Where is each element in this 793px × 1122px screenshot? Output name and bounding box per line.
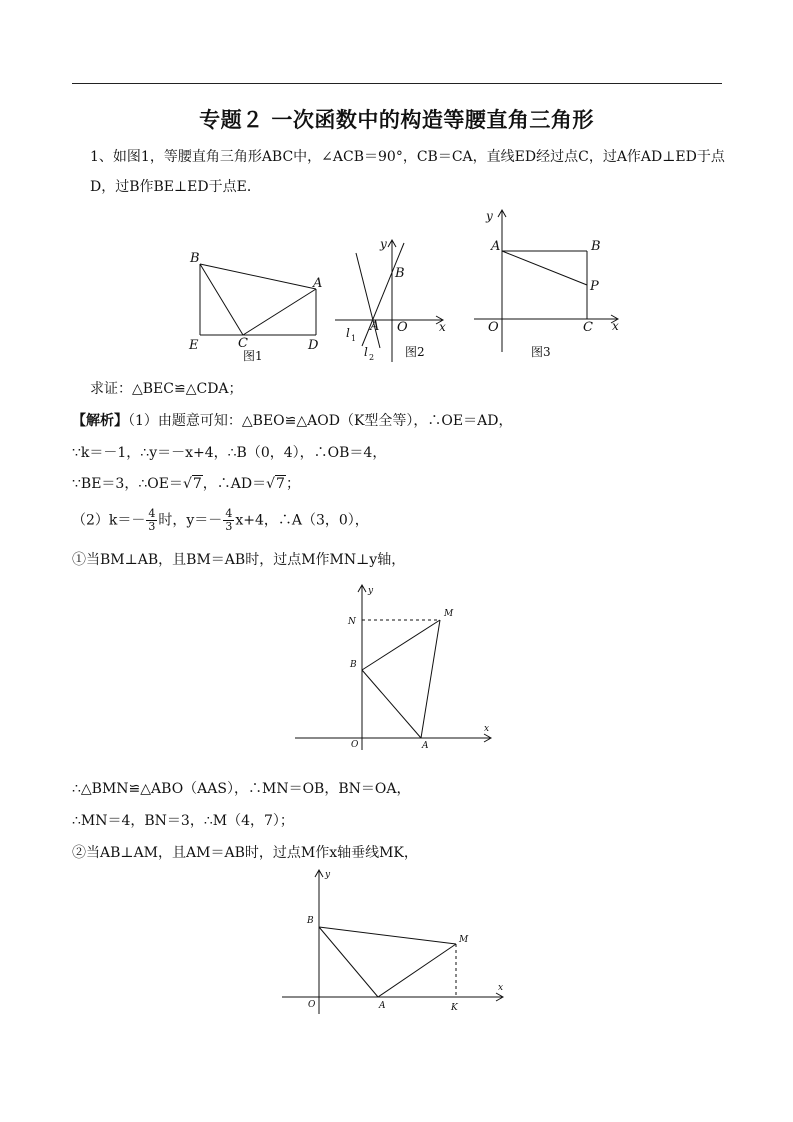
- sqrt-radicand-2: 7: [276, 476, 285, 492]
- fig2-label-y: y: [380, 237, 387, 251]
- fraction-2-denominator: 3: [225, 520, 233, 533]
- fig5-label-y: y: [325, 870, 331, 880]
- fig3-label-x: x: [612, 319, 619, 333]
- fraction-1-denominator: 3: [148, 520, 156, 533]
- solution-step-3b: ，∴AD＝: [202, 476, 267, 492]
- solution-step-4b: 时，y＝－: [158, 512, 223, 529]
- fig3-caption: 图3: [531, 345, 551, 359]
- solution-line-5: ∴△BMN≌△ABO（AAS），∴MN＝OB，BN＝OA，: [72, 781, 411, 797]
- sqrt-expression-2: √7: [266, 476, 285, 492]
- fig5-segment-bm: [319, 927, 456, 944]
- fig4-label-x: x: [484, 724, 490, 734]
- fig1-caption: 图1: [243, 349, 263, 363]
- fraction-2-numerator: 4: [225, 507, 233, 520]
- fig2-label-x: x: [439, 320, 446, 334]
- fig2-label-o: O: [397, 320, 408, 335]
- solution-step-3a: ∵BE＝3，∴OE＝: [72, 476, 183, 492]
- fig1-label-c: C: [238, 336, 248, 351]
- fig5-label-x: x: [498, 983, 504, 993]
- fig5-label-o: O: [308, 1000, 316, 1010]
- fig2-label-b: B: [395, 266, 405, 281]
- solution-step-3c: ；: [285, 476, 300, 492]
- fig3-label-b: B: [591, 239, 601, 254]
- fig4-label-a: A: [422, 741, 429, 751]
- fig5-label-k: K: [451, 1003, 458, 1013]
- problem-line-1: 1、如图1，等腰直角三角形ABC中，∠ACB＝90°，CB＝CA，直线ED经过点C，过A作AD⊥ED于点: [90, 149, 725, 165]
- solution-step-1: （1）由题意可知：△BEO≌△AOD（K型全等），∴OE＝AD，: [128, 413, 513, 429]
- fig5-label-a: A: [379, 1001, 386, 1011]
- page-title: 专题２ 一次函数中的构造等腰直角三角形: [199, 108, 594, 132]
- case-1-line: ①当BM⊥AB，且BM＝AB时，过点M作MN⊥y轴，: [72, 552, 406, 568]
- fig1-label-e: E: [189, 338, 199, 353]
- sqrt-radicand-1: 7: [192, 476, 202, 492]
- fig2-label-l2-sub: 2: [369, 353, 375, 362]
- fig2-label-l1: l: [346, 326, 350, 340]
- fig2-label-l2: l: [364, 345, 368, 359]
- problem-line-2: D，过B作BE⊥ED于点E．: [90, 179, 261, 195]
- solution-line-6: ∴MN＝4，BN＝3，∴M（4，7）；: [72, 813, 294, 829]
- fig3-label-c: C: [583, 320, 593, 335]
- fig5-label-m: M: [459, 935, 469, 945]
- solution-tag: 【解析】: [72, 413, 128, 429]
- fig3-label-p: P: [590, 279, 599, 294]
- fig5-segment-am: [378, 944, 456, 997]
- fig1-label-d: D: [308, 338, 319, 353]
- case-2-line: ②当AB⊥AM，且AM＝AB时，过点M作x轴垂线MK，: [72, 845, 418, 861]
- fig1-label-b: B: [190, 251, 200, 266]
- fig4-label-o: O: [351, 740, 359, 750]
- fig4-label-n: N: [348, 617, 356, 627]
- fig4-label-b: B: [350, 660, 357, 670]
- fig3-label-o: O: [488, 320, 499, 335]
- fig3-label-a: A: [491, 239, 501, 254]
- fig4-label-m: M: [444, 609, 454, 619]
- fraction-1-numerator: 4: [148, 507, 156, 520]
- fig2-label-l1-sub: 1: [351, 334, 357, 343]
- fig2-caption: 图2: [405, 345, 425, 359]
- fig5-segment-ba: [319, 927, 378, 997]
- prove-line: 求证：△BEC≌△CDA；: [90, 381, 243, 397]
- fig3-label-y: y: [486, 209, 493, 223]
- solution-line-2: ∵k＝－1，∴y＝－x+4，∴B（0，4），∴OB＝4，: [72, 445, 387, 461]
- sqrt-expression-1: √7: [182, 476, 202, 492]
- fig1-label-a: A: [313, 276, 323, 291]
- fig4-label-y: y: [368, 586, 374, 596]
- solution-step-4c: x+4，∴A（3，0），: [235, 512, 369, 529]
- solution-step-4a: （2）k＝－: [72, 512, 146, 529]
- fig2-label-a: A: [370, 319, 380, 334]
- fig5-label-b: B: [307, 916, 314, 926]
